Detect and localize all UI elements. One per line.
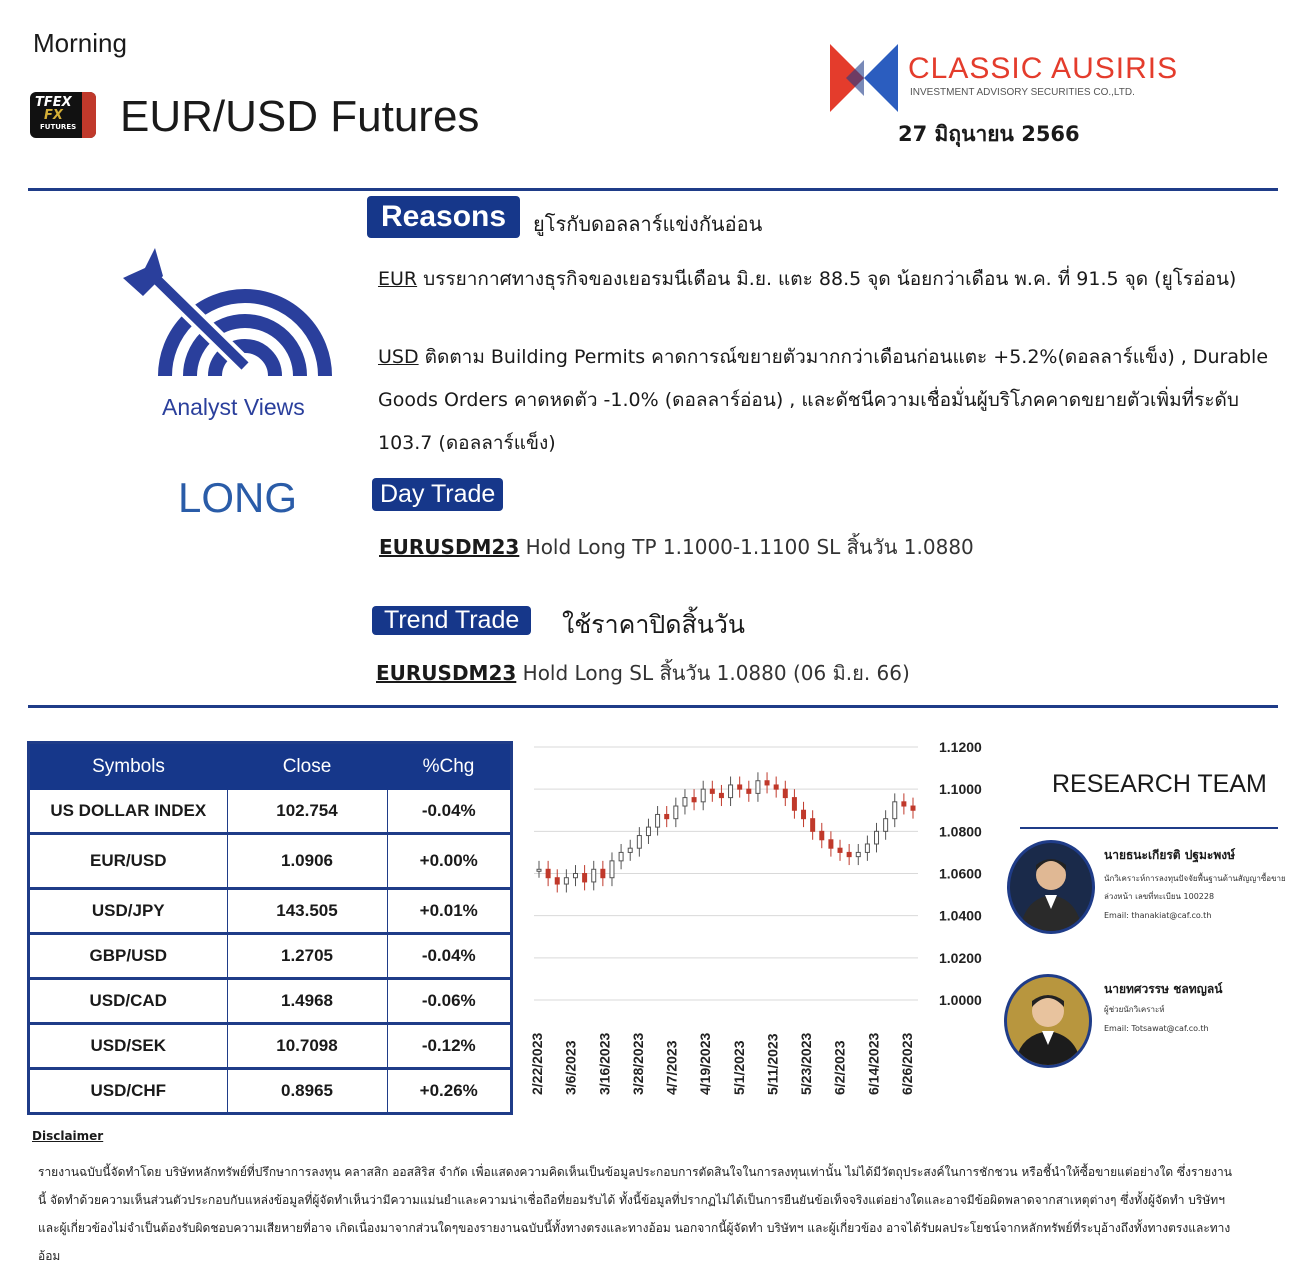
- cell-close: 1.0906: [227, 834, 387, 889]
- analyst-view-value: LONG: [178, 474, 298, 521]
- candle-body: [665, 814, 669, 818]
- trend-trade-line: [376, 657, 910, 689]
- trend-trade-badge: Trend Trade: [372, 606, 531, 635]
- trend-trade-symbol: EURUSDM23: [376, 661, 517, 685]
- table-row: [30, 790, 510, 834]
- divider-middle: [28, 705, 1278, 708]
- candle-body: [692, 798, 696, 802]
- cell-chg: +0.00%: [387, 834, 510, 889]
- cell-close: 102.754: [227, 790, 387, 834]
- eur-tag: EUR: [378, 268, 418, 290]
- cell-symbol: USD/CHF: [30, 1069, 227, 1113]
- cell-chg: -0.06%: [387, 979, 510, 1024]
- cell-close: 0.8965: [227, 1069, 387, 1113]
- person-icon: [1010, 843, 1092, 931]
- table-row: [30, 834, 510, 889]
- candle-body: [601, 869, 605, 877]
- candle-body: [646, 827, 650, 835]
- tfex-logo-text: TFEX: [35, 95, 72, 110]
- trend-trade-text: Hold Long SL สิ้นวัน 1.0880 (06 มิ.ย. 66): [516, 661, 910, 685]
- company-name: CLASSIC AUSIRIS: [908, 52, 1179, 85]
- cell-chg: -0.04%: [387, 790, 510, 834]
- price-chart: [520, 735, 1000, 1105]
- cell-symbol: GBP/USD: [30, 934, 227, 979]
- cell-chg: -0.04%: [387, 934, 510, 979]
- candle-body: [820, 831, 824, 839]
- cell-close: 10.7098: [227, 1024, 387, 1069]
- y-tick-label: 1.0400: [939, 907, 982, 924]
- cell-chg: -0.12%: [387, 1024, 510, 1069]
- x-tick-label: 6/26/2023: [899, 1032, 915, 1095]
- candle-body: [674, 806, 678, 819]
- page-title: EUR/USD Futures: [120, 92, 480, 141]
- x-tick-label: 2/22/2023: [529, 1032, 545, 1095]
- cell-symbol: EUR/USD: [30, 834, 227, 889]
- tfex-logo-fx: FX: [44, 108, 63, 123]
- candle-body: [811, 819, 815, 832]
- reason-eur: [378, 258, 1268, 300]
- candle-body: [573, 874, 577, 878]
- candle-body: [537, 869, 541, 871]
- reasons-badge: Reasons: [367, 196, 520, 238]
- member-role: นักวิเคราะห์การลงทุนปัจจัยพื้นฐานด้านสัญญาซื้อขายล่วงหน้า เลขที่ทะเบียน 100228: [1104, 874, 1286, 901]
- candle-body: [865, 844, 869, 852]
- usd-tag: USD: [378, 346, 419, 368]
- reasons-headline: ยูโรกับดอลลาร์แข่งกันอ่อน: [533, 212, 763, 236]
- candle-body: [774, 785, 778, 789]
- x-tick-label: 5/11/2023: [764, 1033, 781, 1095]
- divider-top: [28, 188, 1278, 191]
- candle-body: [729, 785, 733, 798]
- disclaimer-text: รายงานฉบับนี้จัดทำโดย บริษัทหลักทรัพย์ที่ปรึกษาการลงทุน คลาสสิก ออสสิริส จำกัด เพื่อแสดงความคิดเห็นเป็นข้อมูลประกอบการตัดสินใจในการลงทุนเท่านั้น ไม่ได้มีวัตถุประสงค์ในการชักชวน หรือชี้นำให้ซื้อขายแต่อย่างใด ซึ่งรายงานนี้ จัดทำด้วยความเห็นส่วนตัวประกอบกับแหล่งข้อมูลที่ผู้จัดทำเห็นว่ามีความแม่นยำและความน่าเชื่อถือที่ยอมรับได้ ทั้งนี้ข้อมูลที่ปรากฏไม่ได้เป็นการยืนยันข้อเท็จจริงแต่อย่างใดและอาจมีข้อผิดพลาดจากสาเหตุต่างๆ ซึ่งทั้งผู้จัดทำ บริษัทฯ และผู้เกี่ยวข้องไม่จำเป็นต้องรับผิดชอบความเสียหายที่อาจ เกิดเนื่องมาจากส่วนใดๆของรายงานฉบับนี้ทั้งทางตรงและทางอ้อม นอกจากนี้ผู้จัดทำ บริษัทฯ และผู้เกี่ยวข้อง อาจได้รับผลประโยชน์จากหลักทรัพย์ที่ระบุอ้างถึงทั้งทางตรงและทางอ้อม: [38, 1165, 1232, 1263]
- candle-body: [838, 848, 842, 852]
- person-icon: [1007, 977, 1089, 1065]
- candle-body: [802, 810, 806, 818]
- candle-body: [856, 852, 860, 856]
- candle-body: [701, 789, 705, 802]
- company-subtitle: INVESTMENT ADVISORY SECURITIES CO.,LTD.: [910, 87, 1135, 98]
- member-name: นายทศวรรษ ชลทญลน์: [1104, 982, 1223, 996]
- candle-body: [792, 798, 796, 811]
- cell-symbol: US DOLLAR INDEX: [30, 790, 227, 834]
- candle-body: [902, 802, 906, 806]
- candle-body: [592, 869, 596, 882]
- x-tick-label: 6/2/2023: [831, 1040, 848, 1095]
- day-trade-line: [379, 531, 974, 563]
- cell-symbol: USD/CAD: [30, 979, 227, 1024]
- candle-body: [583, 874, 587, 882]
- cell-close: 1.4968: [227, 979, 387, 1024]
- candle-body: [610, 861, 614, 878]
- x-tick-label: 4/19/2023: [697, 1032, 714, 1095]
- eur-text: บรรยากาศทางธุรกิจของเยอรมนีเดือน มิ.ย. แตะ 88.5 จุด น้อยกว่าเดือน พ.ค. ที่ 91.5 จุด (ยูโรอ่อน): [417, 268, 1237, 290]
- market-table-wrap: [27, 741, 513, 1115]
- cell-chg: +0.26%: [419, 1081, 478, 1100]
- y-tick-label: 1.0600: [939, 865, 982, 882]
- research-team-title: RESEARCH TEAM: [1052, 770, 1267, 798]
- member-email: Email: thanakiat@caf.co.th: [1104, 911, 1212, 920]
- candle-body: [546, 869, 550, 877]
- tfex-logo: [30, 92, 96, 138]
- candle-body: [710, 789, 714, 793]
- candle-body: [656, 814, 660, 827]
- candle-body: [747, 789, 751, 793]
- disclaimer-title: Disclaimer: [32, 1129, 104, 1143]
- x-tick-label: 3/28/2023: [629, 1032, 646, 1095]
- candle-body: [765, 781, 769, 785]
- price-chart-svg: [520, 735, 1000, 1105]
- x-tick-label: 3/16/2023: [596, 1032, 613, 1095]
- candle-body: [738, 785, 742, 789]
- candle-body: [719, 793, 723, 797]
- member-name: นายธนะเกียรติ ปฐมะพงษ์: [1104, 848, 1236, 862]
- reason-usd: [378, 336, 1298, 465]
- table-row: [30, 889, 510, 934]
- analyst-views-label: Analyst Views: [162, 394, 305, 420]
- cell-close: 1.2705: [227, 934, 387, 979]
- x-tick-label: 3/6/2023: [562, 1040, 579, 1095]
- candle-body: [619, 852, 623, 860]
- candle-body: [555, 878, 559, 884]
- y-tick-label: 1.0000: [939, 992, 982, 1008]
- avatar: [1004, 974, 1092, 1068]
- cell-symbol: USD/JPY: [30, 889, 227, 934]
- candle-body: [783, 789, 787, 797]
- candle-body: [884, 819, 888, 832]
- day-trade-symbol: EURUSDM23: [379, 535, 520, 559]
- y-tick-label: 1.0200: [939, 949, 982, 966]
- candle-body: [875, 831, 879, 844]
- table-row: [30, 1024, 510, 1069]
- table-row: [30, 934, 510, 979]
- tfex-logo-futures: FUTURES: [40, 123, 77, 131]
- market-table: [30, 744, 510, 1112]
- company-logo-icon: [828, 42, 900, 114]
- col-header-symbols: Symbols: [30, 744, 227, 790]
- table-row: [30, 979, 510, 1024]
- candle-body: [847, 852, 851, 856]
- x-tick-label: 5/1/2023: [730, 1040, 747, 1095]
- trend-trade-note: ใช้ราคาปิดสิ้นวัน: [562, 610, 745, 639]
- candle-body: [637, 836, 641, 849]
- member-email: Email: Totsawat@caf.co.th: [1104, 1024, 1209, 1033]
- cell-close: 143.505: [227, 889, 387, 934]
- avatar: [1007, 840, 1095, 934]
- x-tick-label: 4/7/2023: [663, 1040, 680, 1095]
- col-header-close: Close: [227, 744, 387, 790]
- report-date: 27 มิถุนายน 2566: [898, 122, 1080, 146]
- y-tick-label: 1.0800: [939, 823, 982, 840]
- x-tick-label: 6/14/2023: [865, 1032, 882, 1095]
- research-team-divider: [1020, 827, 1278, 829]
- candle-body: [911, 806, 915, 810]
- candle-body: [829, 840, 833, 848]
- cell-symbol: USD/SEK: [30, 1024, 227, 1069]
- candle-body: [893, 802, 897, 819]
- candle-body: [564, 878, 568, 884]
- col-header-chg: %Chg: [387, 744, 510, 790]
- table-row: [30, 1069, 510, 1113]
- member-role: ผู้ช่วยนักวิเคราะห์: [1104, 1005, 1165, 1014]
- target-dart-icon: [115, 248, 335, 388]
- y-tick-label: 1.1000: [939, 781, 982, 798]
- day-trade-badge: Day Trade: [372, 478, 503, 511]
- usd-text: ติดตาม Building Permits คาดการณ์ขยายตัวมากกว่าเดือนก่อนแตะ +5.2%(ดอลลาร์แข็ง) , Durable Goods Orders คาดหดตัว -1.0% (ดอลลาร์อ่อน) , และดัชนีความเชื่อมั่นผู้บริโภคคาดขยายตัวเพิ่มที่ระดับ 103.7 (ดอลลาร์แข็ง): [378, 346, 1269, 454]
- candle-body: [628, 848, 632, 852]
- candle-body: [683, 798, 687, 806]
- cell-chg: +0.01%: [387, 889, 510, 934]
- session-label: Morning: [33, 28, 127, 58]
- candle-body: [756, 781, 760, 794]
- x-tick-label: 5/23/2023: [798, 1032, 815, 1095]
- y-tick-label: 1.1200: [939, 739, 982, 755]
- day-trade-text: Hold Long TP 1.1000-1.1100 SL สิ้นวัน 1.0880: [519, 535, 974, 559]
